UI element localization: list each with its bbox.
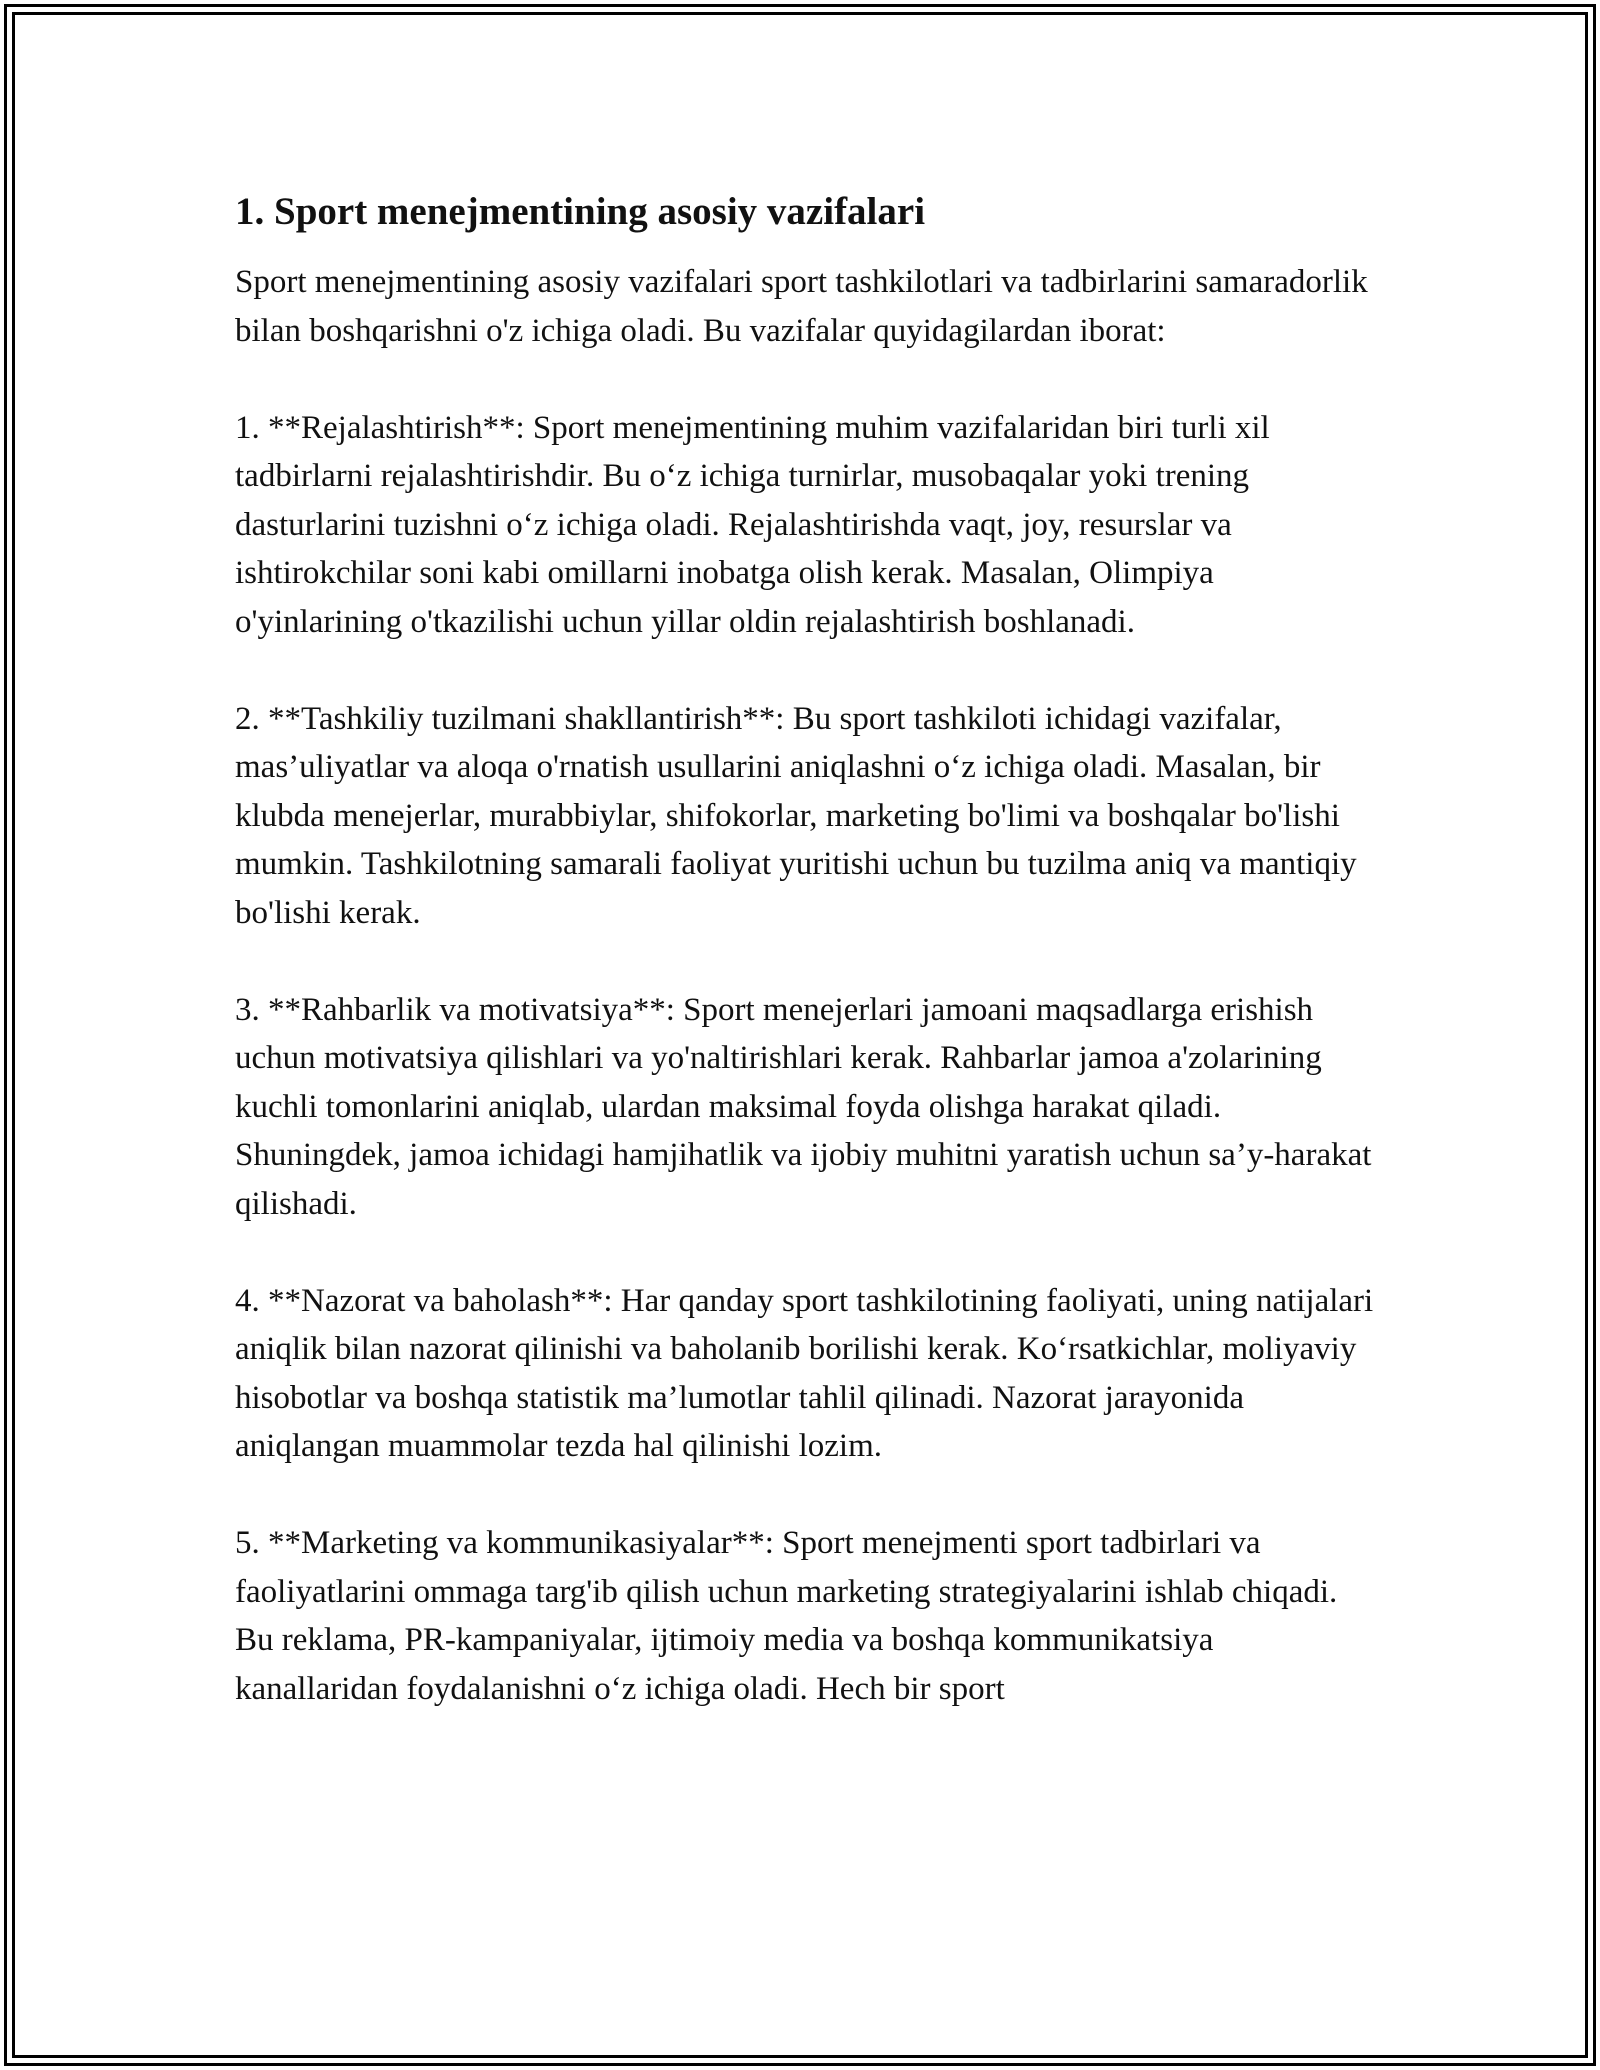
document-body xyxy=(235,186,1375,1762)
section-heading: 1. Sport menejmentining asosiy vazifalari xyxy=(235,190,926,233)
intro-paragraph: Sport menejmentining asosiy vazifalari sport tashkilotlari va tadbirlarini samaradorlik bilan boshqarishni o'z ichiga oladi. Bu vazifalar quyidagilardan iborat: xyxy=(235,264,1368,349)
paragraph-organizational-structure: 2. **Tashkiliy tuzilmani shakllantirish**: Bu sport tashkiloti ichidagi vazifalar, mas’uliyatlar va aloqa o'rnatish usullarini aniqlashni o‘z ichiga oladi. Masalan, bir klubda menejerlar, murabbiylar, shifokorlar, marketing bo'limi va boshqalar bo'lishi mumkin. Tashkilotning samarali faoliyat yuritishi uchun bu tuzilma aniq va mantiqiy bo'lishi kerak. xyxy=(235,700,1357,931)
paragraph-control-evaluation: 4. **Nazorat va baholash**: Har qanday sport tashkilotining faoliyati, uning natijalari aniqlik bilan nazorat qilinishi va baholanib borilishi kerak. Ko‘rsatkichlar, moliyaviy hisobotlar va boshqa statistik ma’lumotlar tahlil qilinadi. Nazorat jarayonida aniqlangan muammolar tezda hal qilinishi lozim. xyxy=(235,1282,1374,1464)
paragraph-leadership-motivation: 3. **Rahbarlik va motivatsiya**: Sport menejerlari jamoani maqsadlarga erishish uchun motivatsiya qilishlari va yo'naltirishlari kerak. Rahbarlar jamoa a'zolarining kuchli tomonlarini aniqlab, ulardan maksimal foyda olishga harakat qiladi. Shuningdek, jamoa ichidagi hamjihatlik va ijobiy muhitni yaratish uchun sa’y-harakat qilishadi. xyxy=(235,991,1372,1222)
paragraph-marketing-communications: 5. **Marketing va kommunikasiyalar**: Sport menejmenti sport tadbirlari va faoliyatlarini ommaga targ'ib qilish uchun marketing strategiyalarini ishlab chiqadi. Bu reklama, PR-kampaniyalar, ijtimoiy media va boshqa kommunikatsiya kanallaridan foydalanishni o‘z ichiga oladi. Hech bir sport xyxy=(235,1525,1338,1707)
paragraph-planning: 1. **Rejalashtirish**: Sport menejmentining muhim vazifalaridan biri turli xil tadbirlarni rejalashtirishdir. Bu o‘z ichiga turnirlar, musobaqalar yoki trening dasturlarini tuzishni o‘z ichiga oladi. Rejalashtirishda vaqt, joy, resurslar va ishtirokchilar soni kabi omillarni inobatga olish kerak. Masalan, Olimpiya o'yinlarining o'tkazilishi uchun yillar oldin rejalashtirish boshlanadi. xyxy=(235,409,1270,640)
